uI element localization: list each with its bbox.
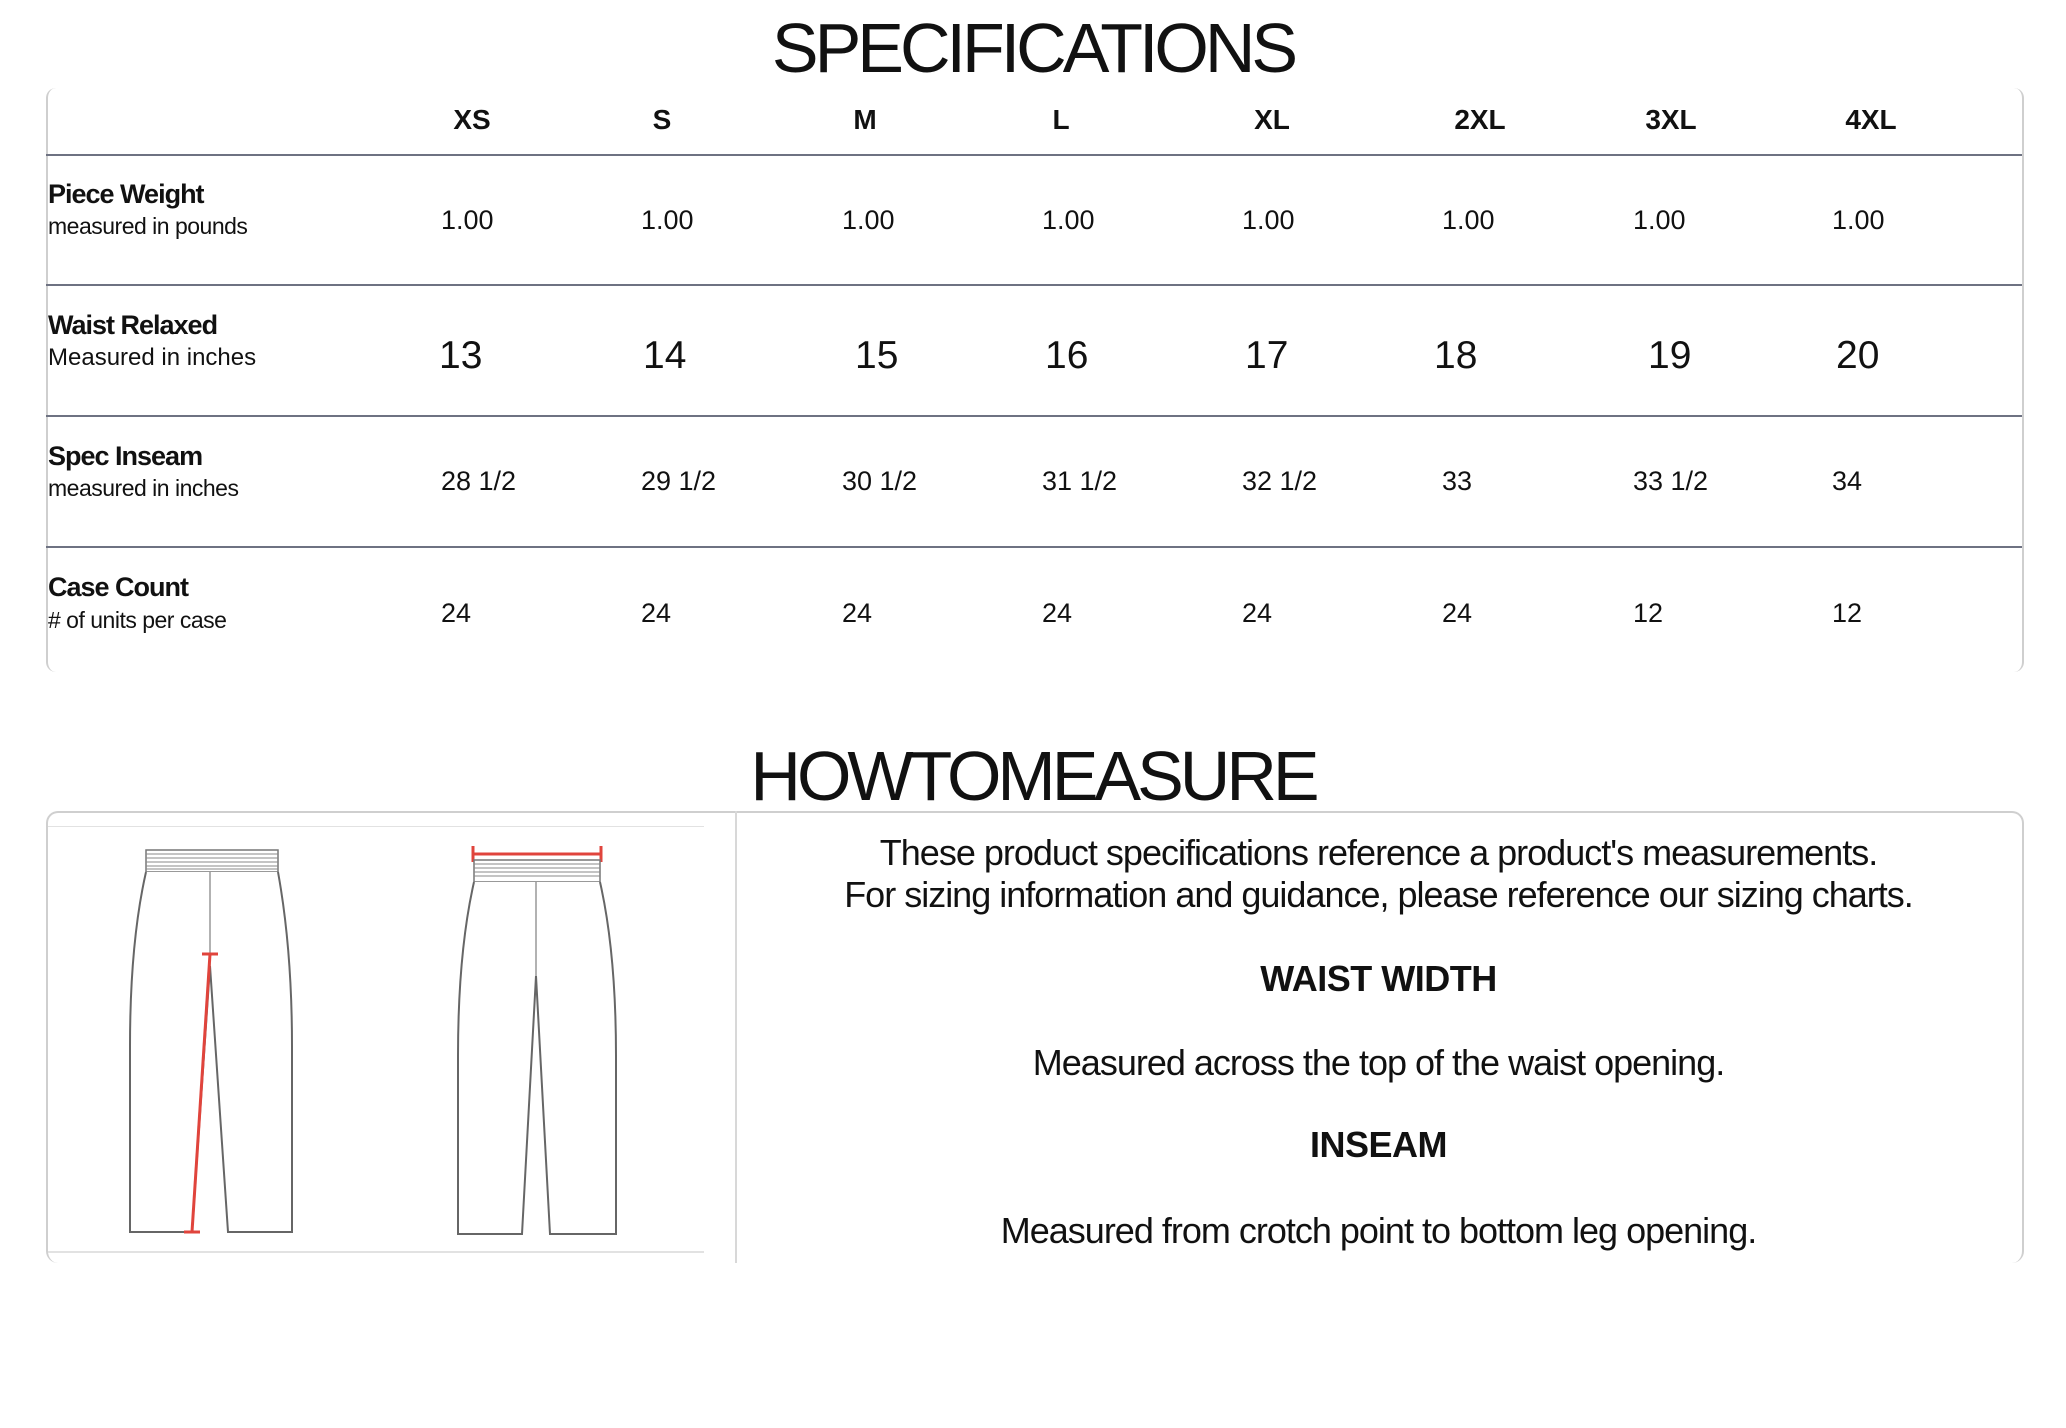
- row-label-case-count: Case Count: [48, 572, 189, 602]
- table-cell: 30 1/2: [842, 466, 918, 496]
- table-divider: [46, 415, 2022, 417]
- specifications-title: SPECIFICATIONS: [771, 9, 1295, 87]
- specifications-table: [46, 88, 2024, 672]
- table-cell: 24: [641, 598, 672, 628]
- table-cell: 24: [1442, 598, 1473, 628]
- table-cell: 33: [1442, 466, 1473, 496]
- row-label-spec-inseam: Spec Inseam: [48, 441, 203, 471]
- table-cell: 28 1/2: [441, 466, 517, 496]
- table-cell: 14: [643, 334, 687, 377]
- table-cell: 1.00: [1633, 205, 1686, 235]
- table-cell: 29 1/2: [641, 466, 717, 496]
- table-cell: 24: [1042, 598, 1073, 628]
- size-header-m: M: [853, 104, 877, 135]
- intro-text-line-1: These product specifications reference a product's measurements.: [879, 832, 1878, 873]
- table-cell: 17: [1245, 334, 1289, 377]
- pants-measurement-diagram: [48, 826, 704, 1254]
- intro-text-line-2: For sizing information and guidance, please reference our sizing charts.: [844, 874, 1913, 915]
- table-cell: 16: [1045, 334, 1089, 377]
- inseam-heading: INSEAM: [1309, 1124, 1447, 1165]
- how-to-measure-title: HOWTOMEASURE: [750, 737, 1316, 815]
- pants-back-waist-icon: [458, 846, 616, 1234]
- size-header-l: L: [1052, 104, 1070, 135]
- table-cell: 1.00: [1042, 205, 1095, 235]
- table-cell: 1.00: [441, 205, 494, 235]
- size-header-xl: XL: [1254, 104, 1290, 135]
- waist-width-description: Measured across the top of the waist opening.: [1032, 1042, 1725, 1083]
- row-sublabel: measured in pounds: [48, 213, 248, 239]
- row-label-piece-weight: Piece Weight: [48, 179, 204, 209]
- table-cell: 20: [1836, 334, 1880, 377]
- table-cell: 12: [1832, 598, 1863, 628]
- table-cell: 1.00: [641, 205, 694, 235]
- size-header-s: S: [652, 104, 672, 135]
- table-cell: 24: [842, 598, 873, 628]
- table-divider: [46, 154, 2022, 156]
- row-sublabel: # of units per case: [48, 607, 227, 633]
- table-cell: 33 1/2: [1633, 466, 1709, 496]
- row-label-waist-relaxed: Waist Relaxed: [48, 310, 218, 340]
- size-header-xs: XS: [453, 104, 491, 135]
- table-cell: 1.00: [1442, 205, 1495, 235]
- table-cell: 1.00: [1832, 205, 1885, 235]
- table-cell: 1.00: [1242, 205, 1295, 235]
- size-header-2xl: 2XL: [1454, 104, 1506, 135]
- row-sublabel: Measured in inches: [48, 344, 257, 371]
- table-cell: 1.00: [842, 205, 895, 235]
- table-divider: [46, 284, 2022, 286]
- table-cell: 24: [441, 598, 472, 628]
- row-sublabel: measured in inches: [48, 475, 239, 501]
- table-cell: 18: [1434, 334, 1478, 377]
- table-cell: 31 1/2: [1042, 466, 1118, 496]
- table-cell: 15: [855, 334, 899, 377]
- table-cell: 24: [1242, 598, 1273, 628]
- inseam-description: Measured from crotch point to bottom leg opening.: [1000, 1210, 1757, 1251]
- table-cell: 19: [1648, 334, 1692, 377]
- waist-width-heading: WAIST WIDTH: [1260, 958, 1497, 999]
- pants-front-inseam-icon: [130, 850, 292, 1232]
- table-cell: 32 1/2: [1242, 466, 1318, 496]
- table-cell: 13: [439, 334, 483, 377]
- table-cell: 34: [1832, 466, 1863, 496]
- table-divider: [46, 546, 2022, 548]
- size-header-4xl: 4XL: [1845, 104, 1897, 135]
- size-header-3xl: 3XL: [1645, 104, 1697, 135]
- table-cell: 12: [1633, 598, 1664, 628]
